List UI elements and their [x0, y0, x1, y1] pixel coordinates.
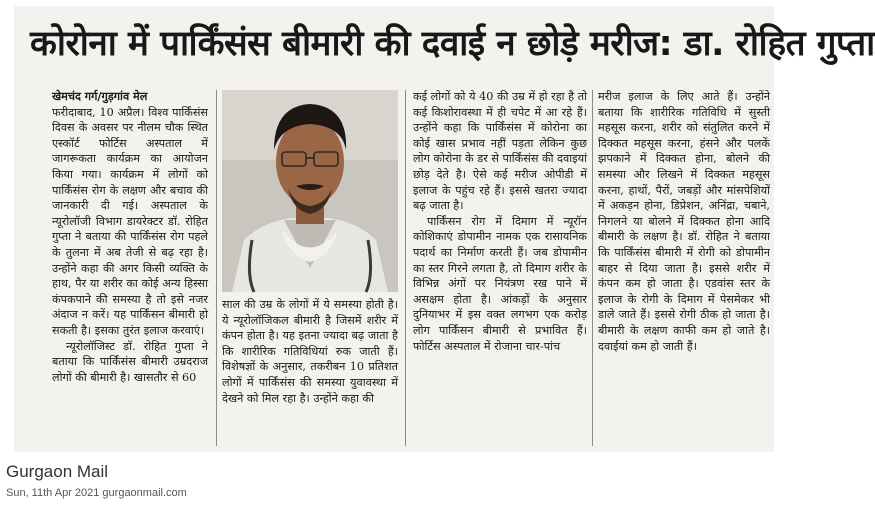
- article-paragraph: न्यूरोलॉजिस्ट डॉ. रोहित गुप्ता ने बताया कि पार्किंसंस बीमारी उम्रदराज लोगों की बीमारी है। खासतौर से 60: [52, 339, 208, 384]
- article-paragraph: फरीदाबाद, 10 अप्रैल। विश्व पार्किंसंस दिवस के अवसर पर नीलम चौक स्थित एस्कॉर्ट फोर्टिस अस्पताल में जागरूकता कार्यक्रम का आयोजन किया गया। कार्यक्रम में लोगों को पार्किंसंस रोग के लक्षण और बचाव की जानकारी दी गई। अस्पताल के न्यूरोलॉजी विभाग डायरेक्टर डॉ. रोहित गुप्ता ने बताया की पार्किंसंस रोग पहले के तुलना में अब तेजी से बढ़ रहा है। उन्होंने कहा की अगर किसी व्यक्ति के हाथ, पैर या शरीर का कोई अन्य हिस्सा कंपकपाने की समस्या है तो इसे नजर अंदाज न करें। यह पार्किंसन बीमारी हो सकती है। इसका तुरंत इलाज करवाएं।: [52, 105, 208, 337]
- article-paragraph: पार्किंसन रोग में दिमाग में न्यूरॉन कोशिकाएं डोपामीन नामक एक रासायनिक पदार्थ का निर्माण करती हैं। जब डोपामीन का स्तर गिरने लगता है, तो दिमाग शरीर के विभिन्न अंगों पर नियंत्रण रख पाने में असक्षम होता है। आंकड़ों के अनुसार दुनियाभर में इस वक्त लगभग एक करोड़ लोग पार्किंसन बीमारी से प्रभावित हैं। फोर्टिस अस्पताल में रोजाना चार-पांच: [413, 214, 587, 353]
- byline: खेमचंद गर्ग/गुड़गांव मेल: [52, 89, 148, 103]
- column-divider: [405, 90, 406, 446]
- article-paragraph: कई लोगों को ये 40 की उम्र में हो रहा है तो कई किशोरावस्था में ही चपेट में आ रहे हैं। उन्होंने कहा कि पार्किंसंस में कोरोना का कोई खास प्रभाव नहीं पड़ता लेकिन कुछ लोग कोरोना के डर से पार्किंसंस की दवाइयां छोड़ देते है। ऐसे कई मरीज ओपीडी में इलाज के पहुंच रहे हैं। इससे खतरा ज्यादा बढ़ जाता है।: [413, 90, 587, 213]
- publication-name: Gurgaon Mail: [6, 462, 109, 481]
- article-paragraph: साल की उम्र के लोगों में ये समस्या होती है। ये न्यूरोलॉजिकल बीमारी है जिसमें शरीर में कंपन होता है। यह इतना ज्यादा बढ़ जाता है कि शारीरिक गतिविधियां रुक जाती हैं। विशेषज्ञों के अनुसार, तकरीबन 10 प्रतिशत लोगों में पार्किंसंस की समस्या युवावस्था में देखने को मिल रहा है। उन्होंने कहा की: [222, 298, 398, 405]
- column-divider: [216, 90, 217, 446]
- article-column-3: [413, 89, 587, 354]
- column-divider: [592, 90, 593, 446]
- article-column-2: [222, 297, 398, 406]
- article-column-1: [52, 89, 208, 385]
- article-paragraph: मरीज इलाज के लिए आते हैं। उन्होंने बताया कि शारीरिक गतिविधि में सुस्ती महसूस करना, शरीर को संतुलित करने में दिक्कत महसूस करना, हंसने और पलकें झपकाने में दिक्कत होना, बोलने की समस्या और लिखने में दिक्कत महसूस करना, हाथों, पैरों, जबड़ों और मांसपेशियों में अकड़न होना, डिप्रेशन, अनिंद्रा, चबाने, निगलने या बोलने में दिक्कत होना आदि बीमारी के लक्षण है। डॉ. रोहित ने बताया कि पार्किंसंस बीमारी में रोगी को डोपामीन बाहर से दिया जाता है। इससे शरीर में कंपन कम हो जाता है। एडवांस स्तर के इलाज के रोगी के दिमाग में पेसमेकर भी डाले जाते हैं। इससे रोगी ठीक हो जाता है। बीमारी के लक्षण काफी कम हो जाते है। दवाईयां कम हो जाती हैं।: [598, 90, 770, 353]
- article-headline: कोरोना में पार्किंसंस बीमारी की दवाई न छोड़े मरीज: डा. रोहित गुप्ता: [30, 24, 875, 64]
- publication-date-line: Sun, 11th Apr 2021 gurgaonmail.com: [6, 487, 187, 499]
- doctor-portrait-photo: [222, 90, 398, 292]
- article-column-4: [598, 89, 770, 354]
